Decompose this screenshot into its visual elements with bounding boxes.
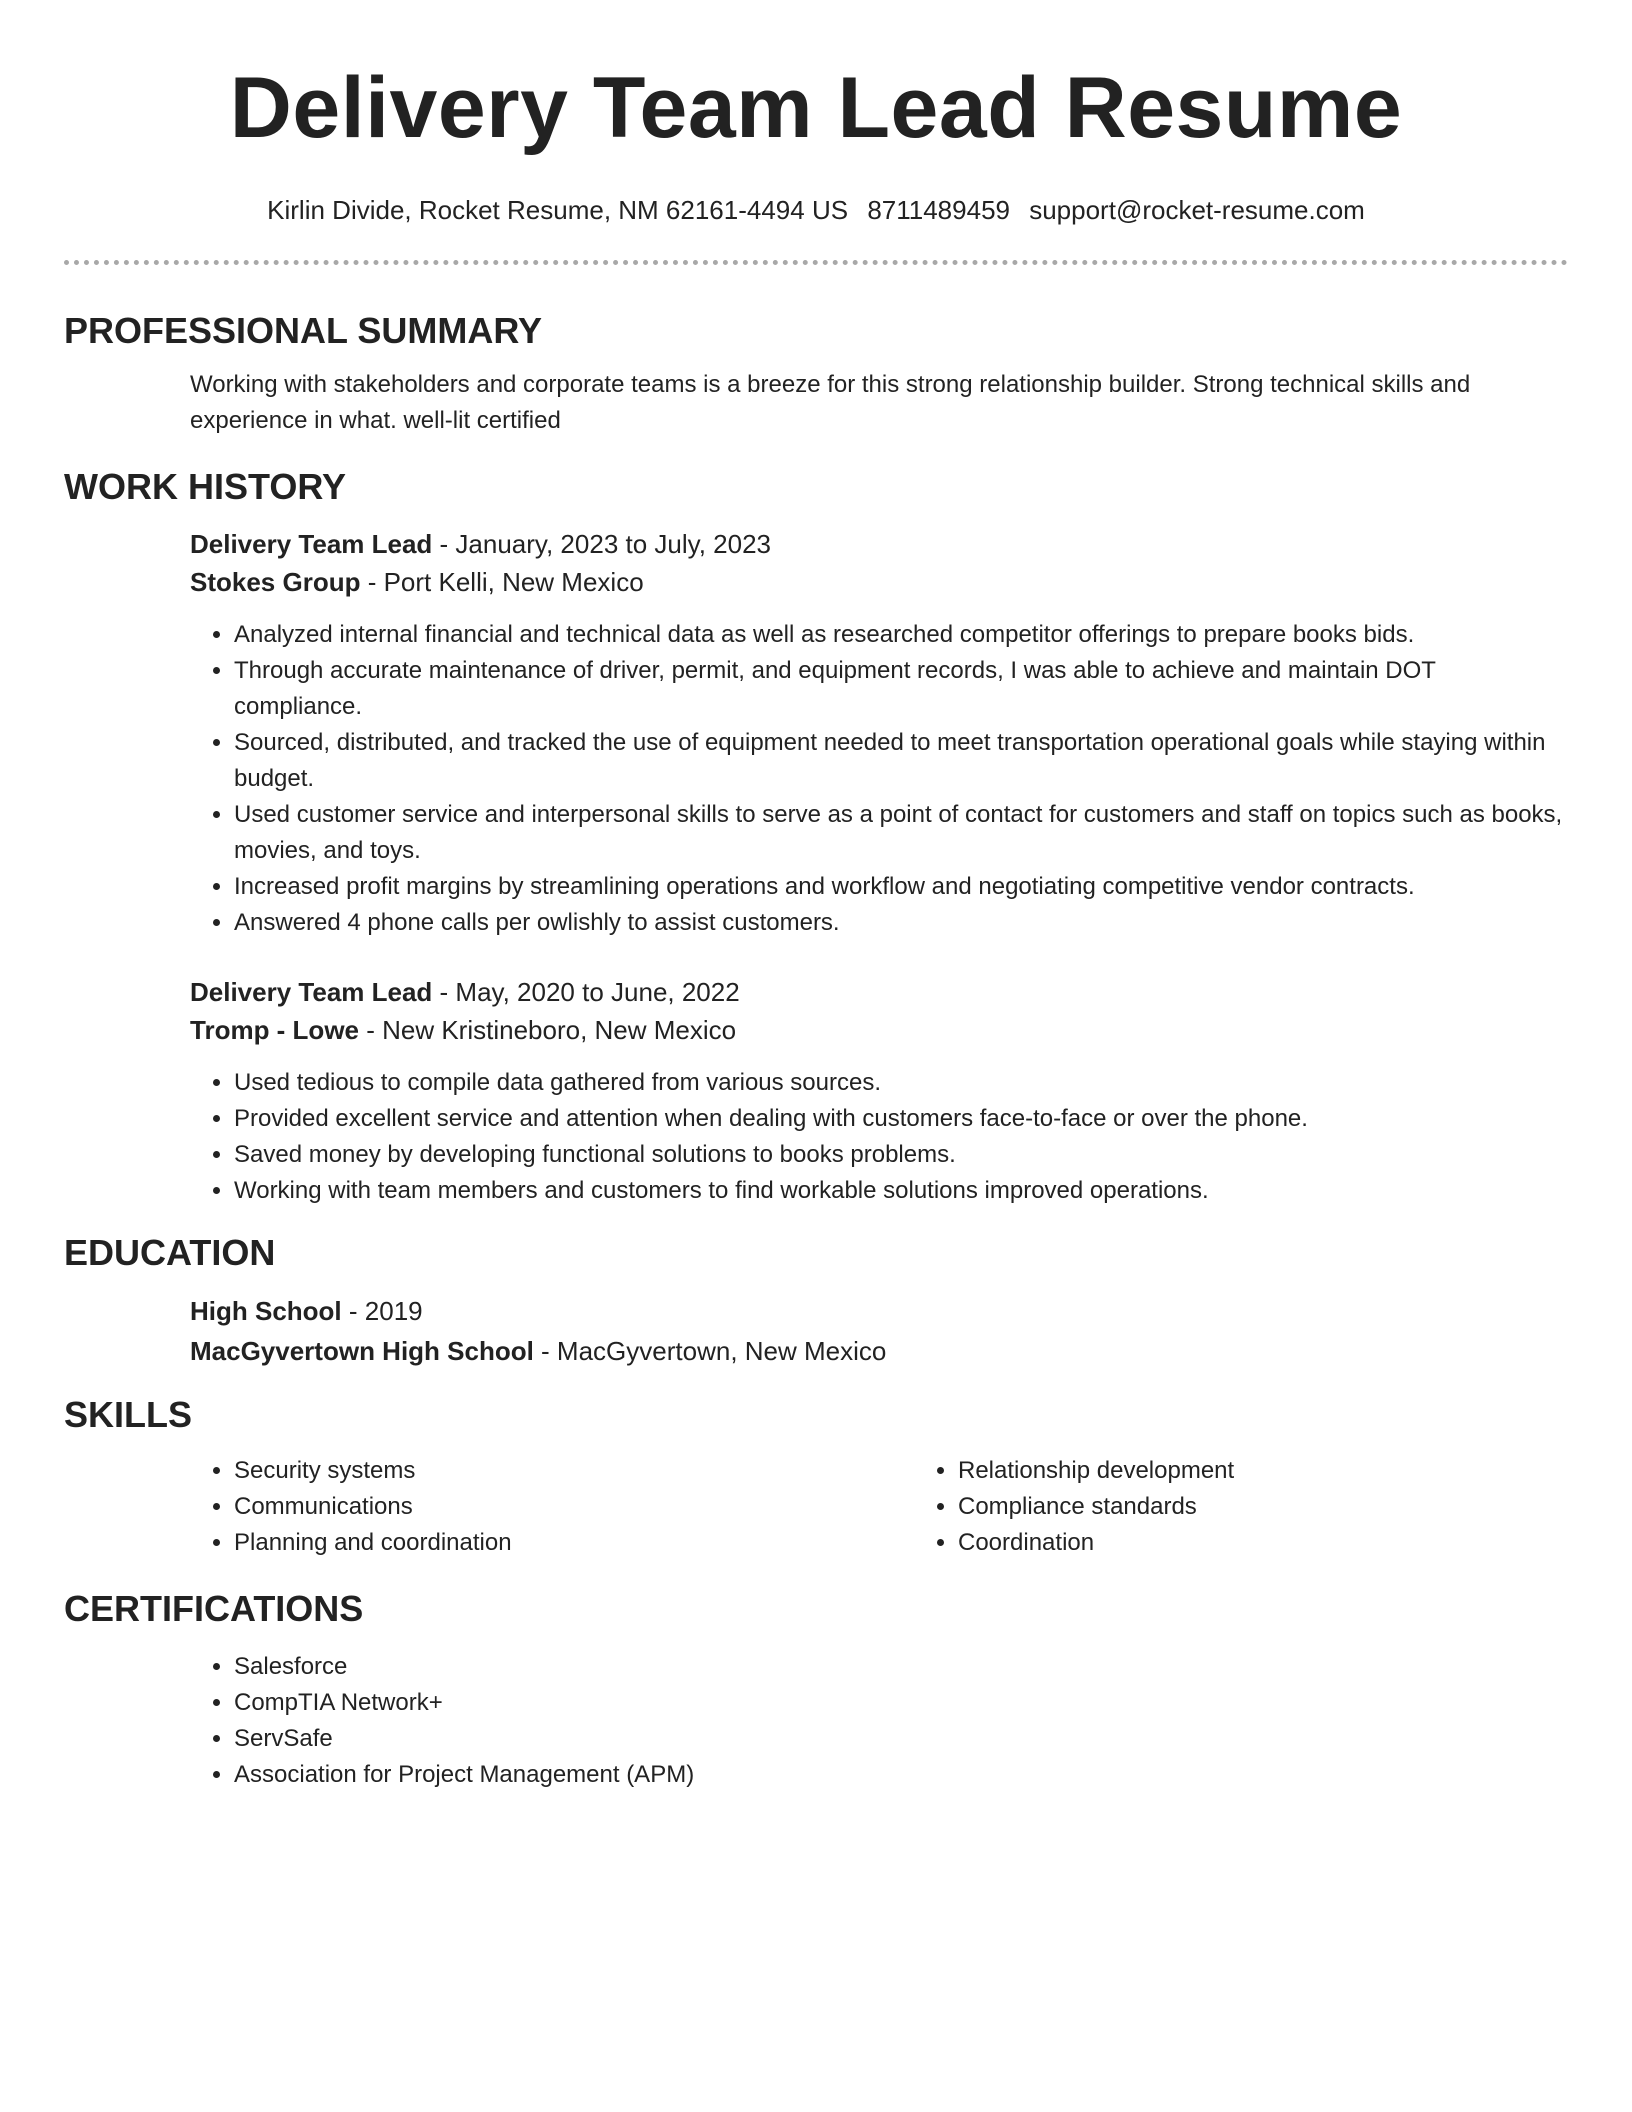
education-school: MacGyvertown High School bbox=[190, 1336, 534, 1366]
education-heading: EDUCATION bbox=[64, 1232, 276, 1273]
job-bullets bbox=[190, 1065, 1568, 1209]
skills-list-right bbox=[914, 1453, 1632, 1561]
list-item: • CompTIA Network+ bbox=[234, 1685, 1568, 1721]
education-degree: High School bbox=[190, 1296, 342, 1326]
job-company: Tromp - Lowe bbox=[190, 1015, 359, 1045]
job-title-line bbox=[190, 525, 1568, 563]
certifications-list bbox=[190, 1649, 1568, 1793]
skills-list-left bbox=[190, 1453, 914, 1561]
work-history-heading: WORK HISTORY bbox=[64, 466, 347, 507]
list-item: • Sourced, distributed, and tracked the use of equipment needed to meet transportation operational goals while staying within budget. bbox=[234, 725, 1568, 797]
contact-line bbox=[64, 194, 1568, 226]
list-item: • Analyzed internal financial and technical data as well as researched competitor offerings to prepare books bids. bbox=[234, 617, 1568, 653]
certifications-heading: CERTIFICATIONS bbox=[64, 1588, 364, 1629]
list-item: • Used tedious to compile data gathered from various sources. bbox=[234, 1065, 1568, 1101]
list-item: • Answered 4 phone calls per owlishly to assist customers. bbox=[234, 905, 1568, 941]
certifications-section bbox=[190, 1649, 1568, 1793]
list-item: • Planning and coordination bbox=[234, 1525, 914, 1561]
header-divider bbox=[64, 260, 1568, 265]
list-item: • Salesforce bbox=[234, 1649, 1568, 1685]
job-location: - Port Kelli, New Mexico bbox=[360, 567, 644, 597]
job-company-line bbox=[190, 563, 1568, 601]
list-item: • Increased profit margins by streamlining operations and workflow and negotiating competitive vendor contracts. bbox=[234, 869, 1568, 905]
job-company-line bbox=[190, 1011, 1568, 1049]
contact-address: Kirlin Divide, Rocket Resume, NM 62161-4494 US bbox=[267, 195, 849, 225]
education-school-line bbox=[190, 1331, 1568, 1371]
summary-text: Working with stakeholders and corporate teams is a breeze for this strong relationship builder. Strong technical skills and experience in what. well-lit certified bbox=[190, 371, 1471, 434]
skills-heading: SKILLS bbox=[64, 1394, 193, 1435]
job-location: - New Kristineboro, New Mexico bbox=[359, 1015, 737, 1045]
job-bullets bbox=[190, 617, 1568, 941]
job-title: Delivery Team Lead bbox=[190, 977, 433, 1007]
education-year: - 2019 bbox=[341, 1296, 423, 1326]
summary-heading: PROFESSIONAL SUMMARY bbox=[64, 310, 543, 351]
job-entry bbox=[190, 973, 1568, 1209]
job-company: Stokes Group bbox=[190, 567, 361, 597]
list-item: • Communications bbox=[234, 1489, 914, 1525]
job-entry bbox=[190, 525, 1568, 941]
list-item: • Through accurate maintenance of driver, permit, and equipment records, I was able to achieve and maintain DOT compliance. bbox=[234, 653, 1568, 725]
list-item: • Association for Project Management (APM) bbox=[234, 1757, 1568, 1793]
education-degree-line bbox=[190, 1291, 1568, 1331]
list-item: • Security systems bbox=[234, 1453, 914, 1489]
job-dates: - May, 2020 to June, 2022 bbox=[432, 977, 740, 1007]
job-title: Delivery Team Lead bbox=[190, 529, 433, 559]
skills-section bbox=[190, 1453, 1568, 1561]
resume-title: Delivery Team Lead Resume bbox=[229, 60, 1403, 156]
list-item: • Compliance standards bbox=[958, 1489, 1632, 1525]
education-location: - MacGyvertown, New Mexico bbox=[533, 1336, 887, 1366]
job-dates: - January, 2023 to July, 2023 bbox=[432, 529, 771, 559]
summary-section bbox=[190, 367, 1568, 439]
list-item: • Provided excellent service and attention when dealing with customers face-to-face or over the phone. bbox=[234, 1101, 1568, 1137]
contact-email: support@rocket-resume.com bbox=[1029, 195, 1365, 225]
work-history-section bbox=[190, 525, 1568, 1209]
education-section bbox=[190, 1291, 1568, 1371]
list-item: • ServSafe bbox=[234, 1721, 1568, 1757]
list-item: • Working with team members and customers to find workable solutions improved operations. bbox=[234, 1173, 1568, 1209]
contact-phone: 8711489459 bbox=[867, 195, 1010, 225]
job-title-line bbox=[190, 973, 1568, 1011]
list-item: • Saved money by developing functional solutions to books problems. bbox=[234, 1137, 1568, 1173]
list-item: • Relationship development bbox=[958, 1453, 1632, 1489]
list-item: • Used customer service and interpersonal skills to serve as a point of contact for customers and staff on topics such as books, movies, and toys. bbox=[234, 797, 1568, 869]
list-item: • Coordination bbox=[958, 1525, 1632, 1561]
